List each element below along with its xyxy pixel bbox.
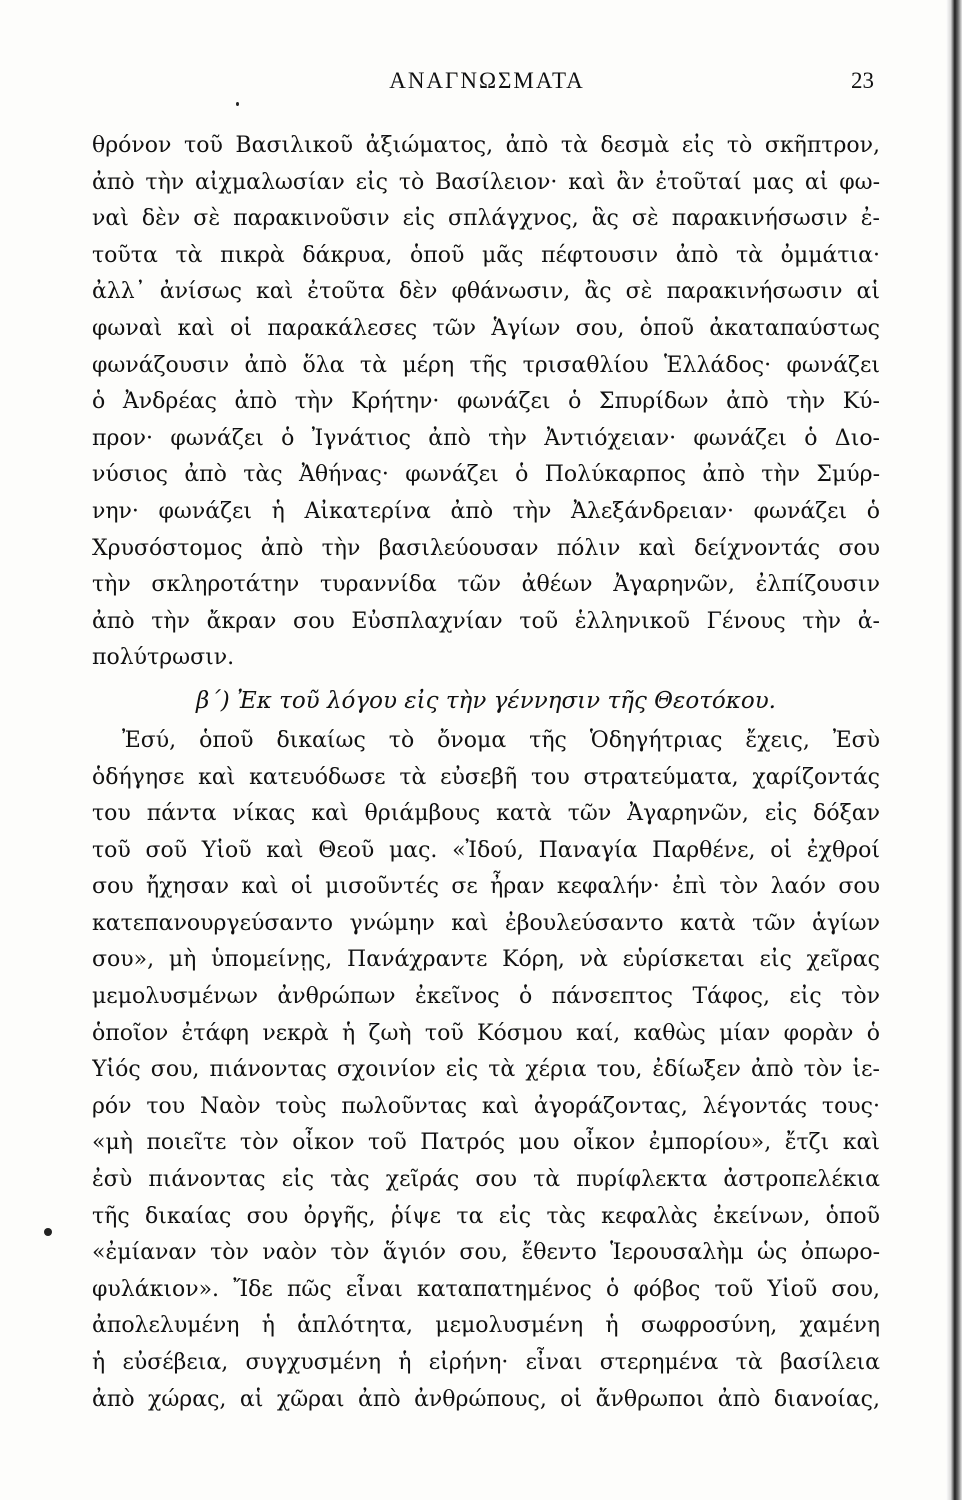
text-line: προν· φωνάζει ὁ Ἰγνάτιος ἀπὸ τὴν Ἀντιόχειαν· φωνάζει ὁ Διο- bbox=[92, 425, 880, 451]
text-line: «μὴ ποιεῖτε τὸν οἶκον τοῦ Πατρός μου οἶκον ἐμπορίου», ἔτζι καὶ bbox=[92, 1130, 880, 1156]
text-line: φωναὶ καὶ οἱ παρακάλεσες τῶν Ἁγίων σου, ὁποῦ ἀκαταπαύστως bbox=[92, 315, 880, 341]
running-title: ΑΝΑΓΝΩΣΜΑΤΑ bbox=[389, 68, 585, 93]
text-line: ρόν του Ναὸν τοὺς πωλοῦντας καὶ ἀγοράζοντας, λέγοντάς τους· bbox=[92, 1093, 880, 1119]
ink-speck bbox=[44, 1228, 52, 1236]
text-line: νην· φωνάζει ἡ Αἰκατερίνα ἀπὸ τὴν Ἀλεξάνδρειαν· φωνάζει ὁ bbox=[92, 498, 880, 524]
text-line: τοῦ σοῦ Υἱοῦ καὶ Θεοῦ μας. «Ἰδού, Παναγία Παρθένε, οἱ ἐχθροί bbox=[92, 837, 880, 863]
text-line: «ἐμίαναν τὸν ναὸν τὸν ἅγιόν σου, ἔθεντο Ἱερουσαλὴμ ὡς ὀπωρο- bbox=[92, 1240, 880, 1266]
body-text bbox=[92, 128, 880, 1418]
text-line: ὁδήγησε καὶ κατευόδωσε τὰ εὐσεβῆ του στρατεύματα, χαρίζοντάς bbox=[92, 764, 880, 790]
text-line: ἀπὸ χώρας, αἱ χῶραι ἀπὸ ἀνθρώπους, οἱ ἄνθρωποι ἀπὸ διανοίας, bbox=[92, 1386, 880, 1412]
text-line: τὴν σκληροτάτην τυραννίδα τῶν ἀθέων Ἀγαρηνῶν, ἐλπίζουσιν bbox=[92, 572, 880, 598]
text-line: μεμολυσμένων ἀνθρώπων ἐκεῖνος ὁ πάνσεπτος Τάφος, εἰς τὸν bbox=[92, 984, 880, 1010]
text-line: νύσιος ἀπὸ τὰς Ἀθήνας· φωνάζει ὁ Πολύκαρπος ἀπὸ τὴν Σμύρ- bbox=[92, 462, 880, 488]
text-line: κατεπανουργεύσαντο γνώμην καὶ ἐβουλεύσαντο κατὰ τῶν ἁγίων bbox=[92, 910, 880, 936]
text-line: ἀπὸ τὴν ἄκραν σου Εὐσπλαχνίαν τοῦ ἑλληνικοῦ Γένους τὴν ἀ- bbox=[92, 608, 880, 634]
text-line: σου ἤχησαν καὶ οἱ μισοῦντές σε ἦραν κεφαλήν· ἐπὶ τὸν λαόν σου bbox=[92, 874, 880, 900]
text-line: φυλάκιον». Ἴδε πῶς εἶναι καταπατημένος ὁ φόβος τοῦ Υἱοῦ σου, bbox=[92, 1276, 880, 1302]
text-line: ναὶ δὲν σὲ παρακινοῦσιν εἰς σπλάγχνος, ἃς σὲ παρακινήσωσιν ἐ- bbox=[92, 206, 880, 232]
text-line: πολύτρωσιν. bbox=[92, 645, 235, 671]
text-line: του πάντα νίκας καὶ θριάμβους κατὰ τῶν Ἀγαρηνῶν, εἰς δόξαν bbox=[92, 801, 880, 827]
ink-speck bbox=[236, 102, 239, 106]
text-line: τῆς δικαίας σου ὀργῆς, ῥίψε τα εἰς τὰς κεφαλὰς ἐκείνων, ὁποῦ bbox=[92, 1203, 880, 1229]
section-heading: β΄) Ἐκ τοῦ λόγου εἰς τὴν γέννησιν τῆς Θεοτόκου. bbox=[196, 687, 776, 714]
page-binding-edge bbox=[946, 0, 962, 1500]
page-number: 23 bbox=[851, 68, 874, 93]
text-line: ἐσὺ πιάνοντας εἰς τὰς χεῖράς σου τὰ πυρίφλεκτα ἀστροπελέκια bbox=[92, 1167, 880, 1193]
text-line: σου», μὴ ὑπομείνῃς, Πανάχραντε Κόρη, νὰ εὑρίσκεται εἰς χεῖρας bbox=[92, 947, 880, 973]
text-line: ἀλλ᾽ ἀνίσως καὶ ἐτοῦτα δὲν φθάνωσιν, ἂς σὲ παρακινήσωσιν αἱ bbox=[92, 279, 880, 305]
text-line: Υἱός σου, πιάνοντας σχοινίον εἰς τὰ χέρια του, ἐδίωξεν ἀπὸ τὸν ἱε- bbox=[92, 1057, 880, 1083]
text-line: ἀπολελυμένη ἡ ἁπλότητα, μεμολυσμένη ἡ σωφροσύνη, χαμένη bbox=[92, 1313, 880, 1339]
text-line: φωνάζουσιν ἀπὸ ὅλα τὰ μέρη τῆς τρισαθλίου Ἑλλάδος· φωνάζει bbox=[92, 352, 880, 378]
text-line: τοῦτα τὰ πικρὰ δάκρυα, ὁποῦ μᾶς πέφτουσιν ἀπὸ τὰ ὀμμάτια· bbox=[92, 242, 880, 268]
paragraph-1 bbox=[92, 128, 880, 677]
text-line: ὁποῖον ἐτάφη νεκρὰ ἡ ζωὴ τοῦ Κόσμου καί, καθὼς μίαν φορὰν ὁ bbox=[92, 1020, 880, 1046]
text-line: ἡ εὐσέβεια, συγχυσμένη ἡ εἰρήνη· εἶναι στερημένα τὰ βασίλεια bbox=[92, 1350, 880, 1375]
page-header bbox=[92, 62, 882, 106]
text-line: ὁ Ἀνδρέας ἀπὸ τὴν Κρήτην· φωνάζει ὁ Σπυρίδων ἀπὸ τὴν Κύ- bbox=[92, 389, 880, 415]
text-line: Ἐσύ, ὁποῦ δικαίως τὸ ὄνομα τῆς Ὁδηγήτριας ἔχεις, Ἐσὺ bbox=[122, 727, 880, 753]
paragraph-2 bbox=[92, 723, 880, 1418]
text-line: Χρυσόστομος ἀπὸ τὴν βασιλεύουσαν πόλιν καὶ δείχνοντάς σου bbox=[92, 535, 880, 561]
text-line: θρόνον τοῦ Βασιλικοῦ ἀξιώματος, ἀπὸ τὰ δεσμὰ εἰς τὸ σκῆπτρον, bbox=[92, 133, 880, 158]
text-line: ἀπὸ τὴν αἰχμαλωσίαν εἰς τὸ Βασίλειον· καὶ ἂν ἐτοῦταί μας αἱ φω- bbox=[92, 169, 880, 195]
